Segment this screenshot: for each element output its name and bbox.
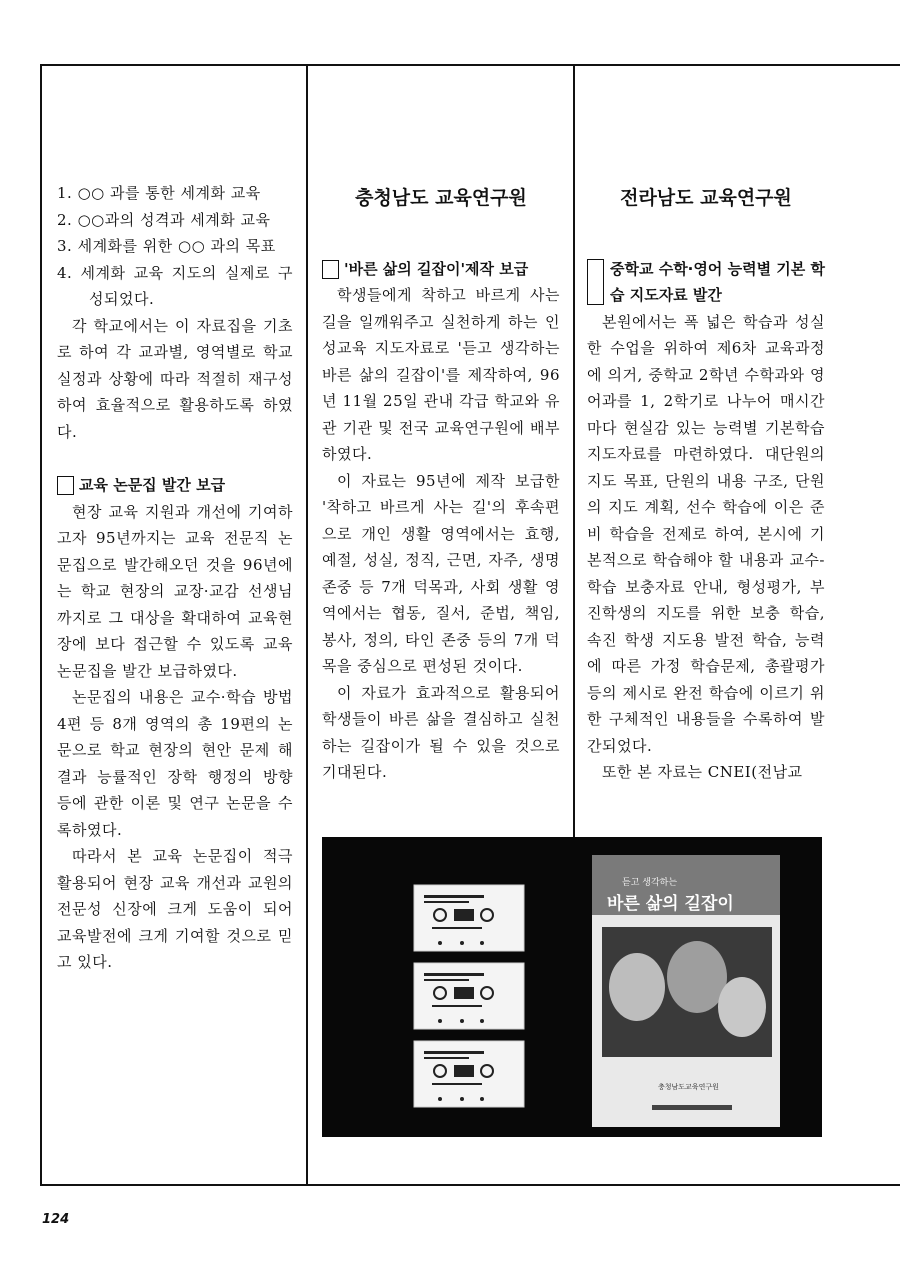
paragraph: 각 학교에서는 이 자료집을 기초로 하여 각 교과별, 영역별로 학교 실정과 상황에 따라 적절히 재구성하여 효율적으로 활용하도록 하였다. — [57, 316, 293, 441]
paragraph: 학생들에게 착하고 바르게 사는 길을 일깨워주고 실천하게 하는 인성교육 지도자료로 '듣고 생각하는 바른 삶의 길잡이'를 제작하여, 96년 11월 25일 관내 각급 학교와 유관 기관 및 전국 교육연구원에 배부하였다. — [322, 286, 560, 463]
section-subheading — [322, 256, 560, 283]
paragraph: 논문집의 내용은 교수·학습 방법 4편 등 8개 영역의 총 19편의 논문으로 학교 현장의 현안 문제 해결과 능률적인 장학 행정의 방향 등에 관한 이론 및 연구 논문을 수록하였다. — [57, 688, 293, 839]
column-2 — [322, 185, 560, 786]
paragraph: 이 자료는 95년에 제작 보급한 '착하고 바르게 사는 길'의 후속편으로 개인 생활 영역에서는 효행, 예절, 성실, 정직, 근면, 자주, 생명 존중 등 7개 덕목과, 사회 생활 영역에서는 협동, 질서, 준법, 책임, 봉사, 정의, 타인 존중 등의 7개 덕목을 중심으로 편성된 것이다. — [322, 471, 560, 675]
paragraph: 현장 교육 지원과 개선에 기여하고자 95년까지는 교육 전문직 논문집으로 발간해오던 것을 96년에는 학교 현장의 교장·교감 선생님까지로 그 대상을 확대하여 교육현장에 보다 접근할 수 있도록 교육 논문집을 발간 보급하였다. — [57, 502, 293, 680]
column-3 — [587, 185, 825, 786]
photo-illustration — [322, 837, 822, 1137]
publication-photo — [322, 837, 822, 1137]
section-heading: 충청남도 교육연구원 — [355, 187, 527, 209]
top-rule — [40, 64, 900, 66]
book-kicker: 듣고 생각하는 — [622, 878, 678, 888]
list-item: 1. ○○ 과를 통한 세계화 교육 — [57, 184, 261, 202]
subheading-text: 중학교 수학·영어 능력별 기본 학습 지도자료 발간 — [610, 259, 825, 304]
subheading-text: 교육 논문집 발간 보급 — [79, 476, 226, 494]
checkbox-square-icon — [57, 476, 74, 495]
column-1 — [57, 180, 293, 976]
bottom-rule — [40, 1184, 900, 1186]
paragraph: 이 자료가 효과적으로 활용되어 학생들이 바른 삶을 결심하고 실천하는 길잡이가 될 수 있을 것으로 기대된다. — [322, 683, 560, 781]
subheading-text: '바른 삶의 길잡이'제작 보급 — [344, 259, 529, 278]
paragraph: 또한 본 자료는 CNEI(전남교 — [602, 763, 803, 781]
checkbox-square-icon — [322, 260, 339, 279]
book-title: 바른 삶의 길잡이 — [607, 894, 734, 914]
checkbox-square-icon — [587, 259, 604, 305]
section-subheading — [57, 472, 293, 499]
list-item: 3. 세계화를 위한 ○○ 과의 목표 — [57, 237, 276, 255]
column-divider-1 — [306, 64, 308, 1186]
left-rule — [40, 64, 42, 1186]
list-item: 4. 세계화 교육 지도의 실제로 구성되었다. — [57, 263, 293, 308]
page-number: 124 — [42, 1212, 70, 1227]
paragraph: 따라서 본 교육 논문집이 적극 활용되어 현장 교육 개선과 교원의 전문성 신장에 크게 도움이 되어 교육발전에 크게 기여할 것으로 믿고 있다. — [57, 847, 293, 971]
section-subheading — [587, 256, 825, 309]
paragraph: 본원에서는 폭 넓은 학습과 성실한 수업을 위하여 제6차 교육과정에 의거, 중학교 2학년 수학과와 영어과를 1, 2학기로 나누어 매시간마다 현실감 있는 능력별 기본학습 지도자료를 마련하였다. 대단원의 지도 목표, 단원의 내용 구조, 단원의 지도 계획, 선수 학습에 이은 준비 학습을 전제로 하여, 본시에 기본적으로 학습해야 할 내용과 교수-학습 보충자료 안내, 형성평가, 부진학생의 지도를 위한 보충 학습, 속진 학생 지도용 발전 학습, 능력에 따른 가정 학습문제, 총괄평가 등의 제시로 완전 학습에 이르기 위한 구체적인 내용들을 수록하여 발간되었다. — [587, 312, 825, 755]
section-heading: 전라남도 교육연구원 — [620, 187, 792, 209]
list-item: 2. ○○과의 성격과 세계화 교육 — [57, 210, 271, 229]
book-publisher: 충청남도교육연구원 — [658, 1083, 719, 1091]
column-divider-2 — [573, 64, 575, 858]
